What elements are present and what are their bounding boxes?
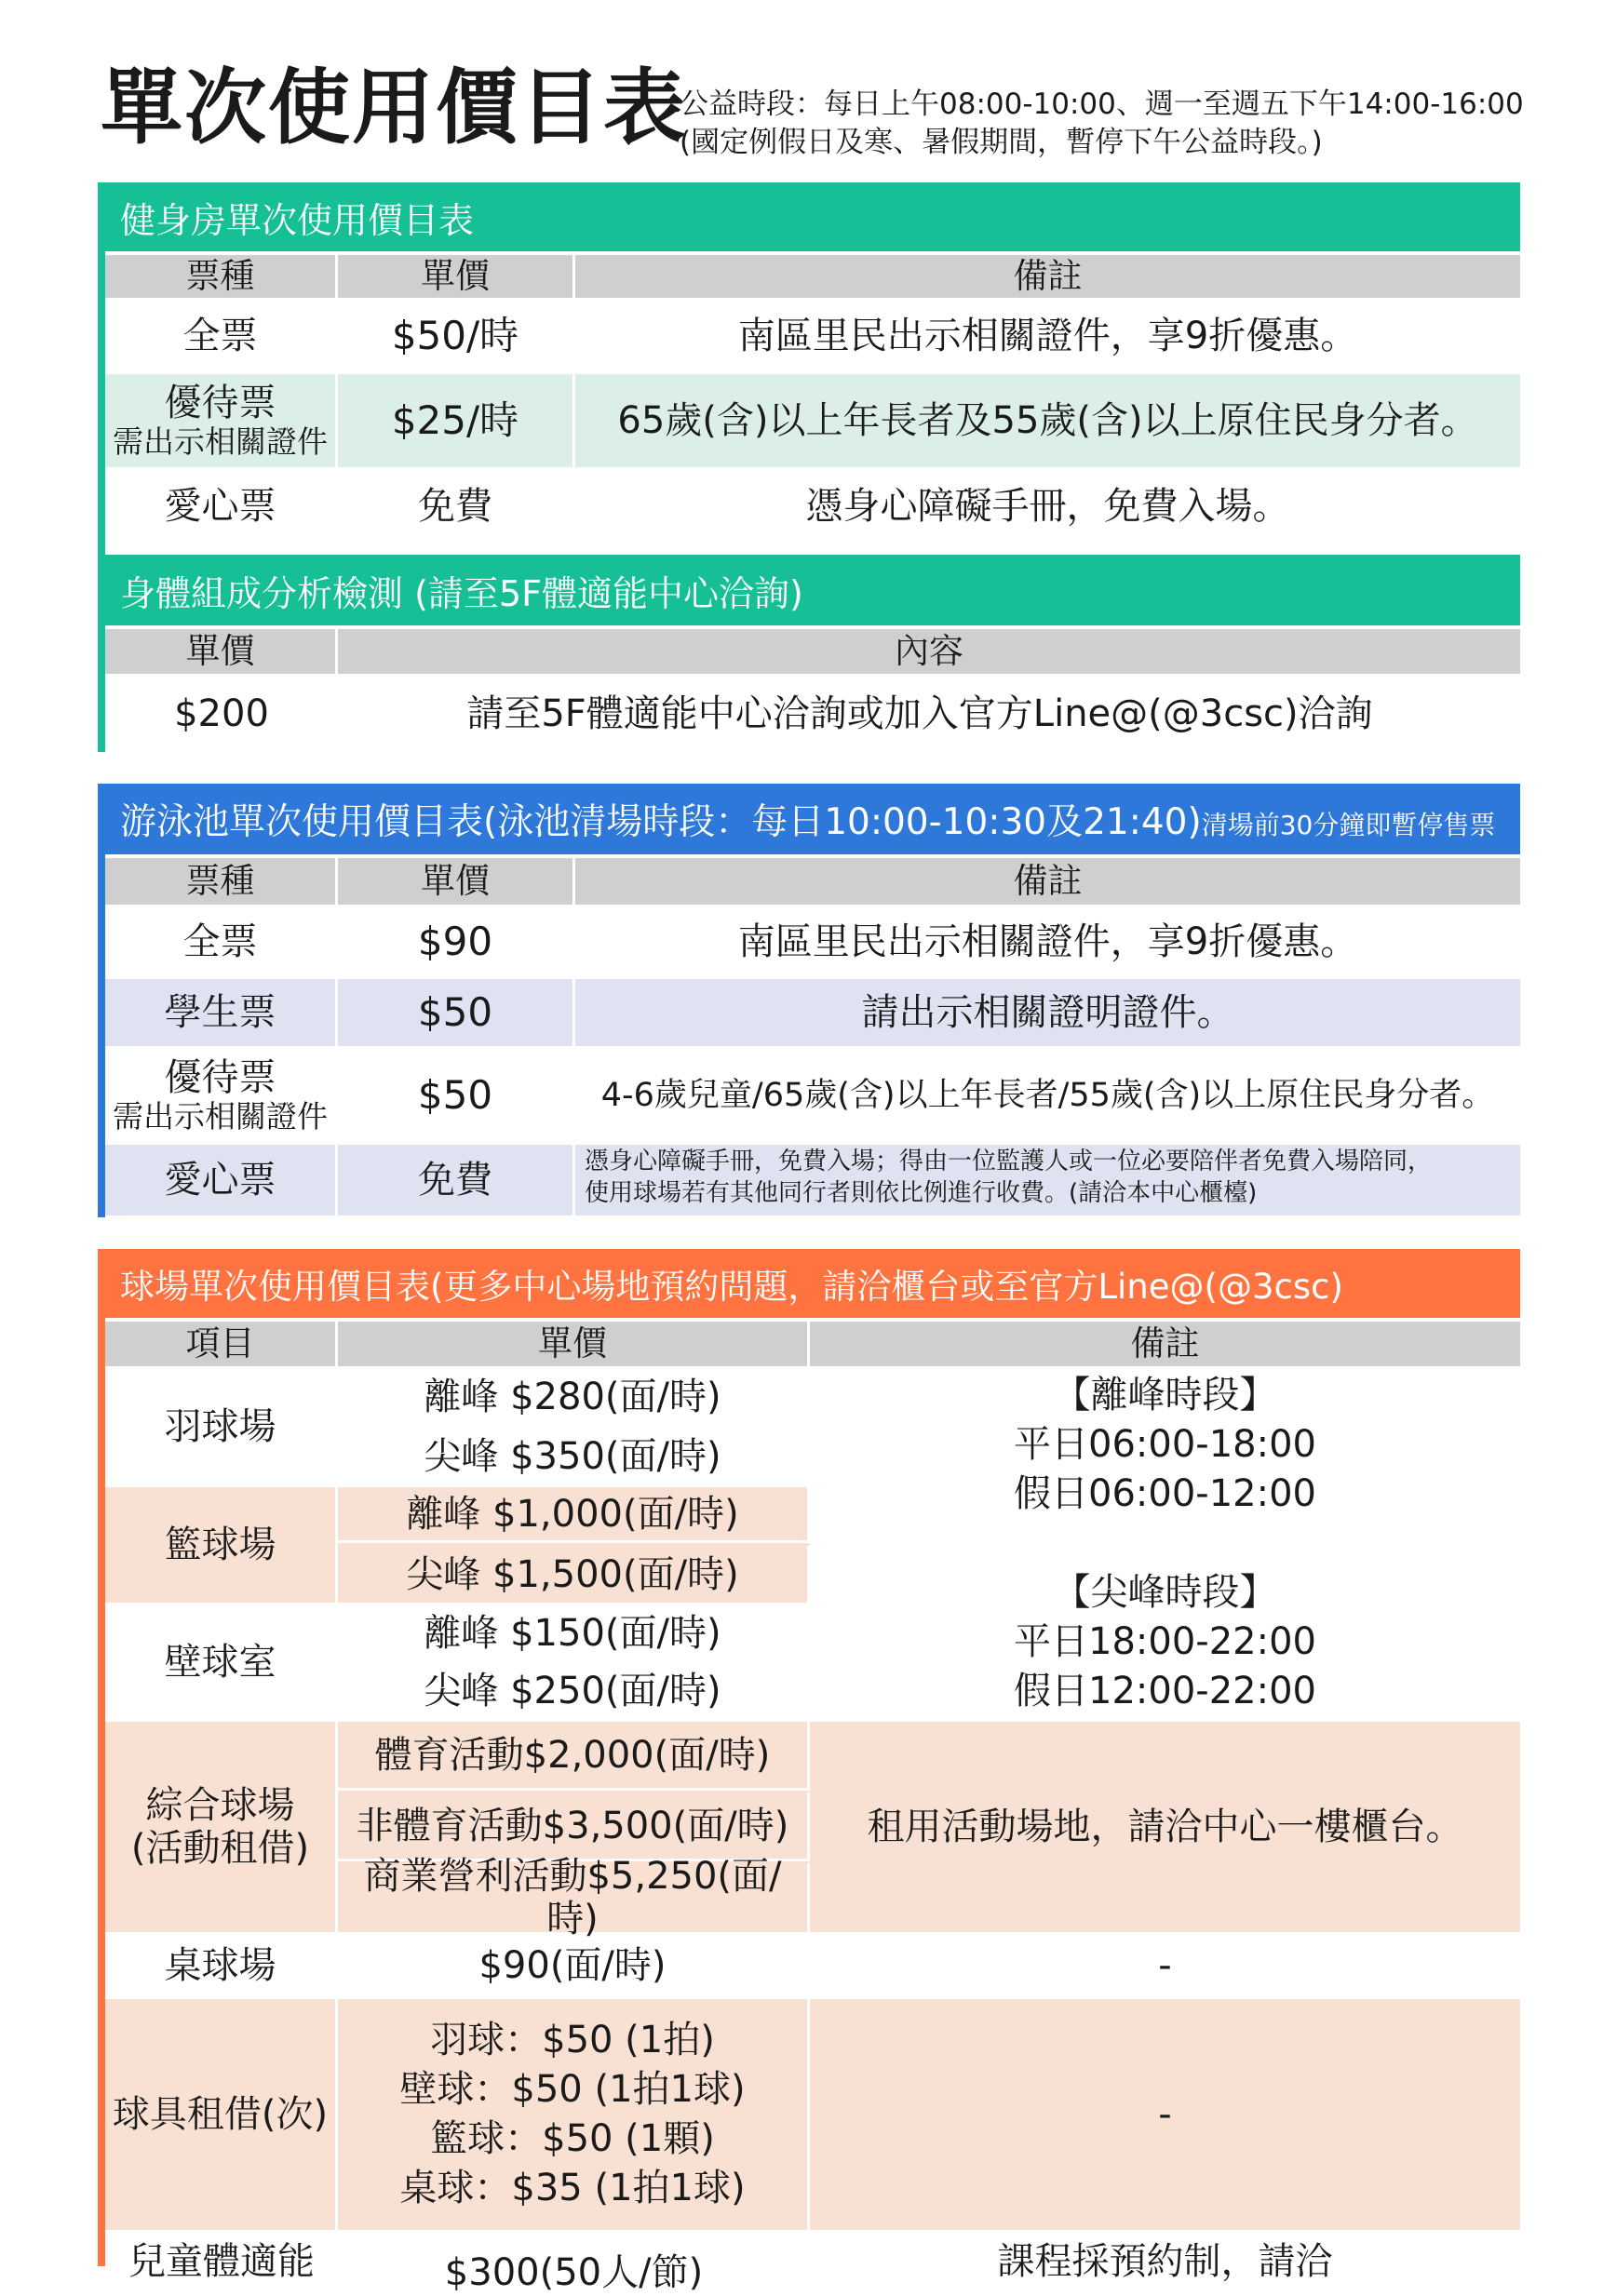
pool-row-type: 全票 [105,906,338,977]
gym-row-type: 愛心票 [105,469,338,544]
pool-title: 游泳池單次使用價目表(泳池清場時段：每日10:00-10:30及21:40) [120,801,1202,843]
gym-row-price: $25/時 [338,374,575,467]
body-test-title-bar: 身體組成分析檢測 (請至5F體適能中心洽詢) [98,555,1520,625]
court-price: $300(50人/節) [444,2251,704,2294]
court-header-item: 項目 [105,1322,338,1366]
court-item-label: (活動租借) [130,1827,310,1870]
court-price: 非體育活動$3,500(面/時) [338,1792,810,1861]
rental-price: 壁球：$50 (1拍1球) [399,2068,746,2111]
pool-row-type [105,1048,338,1143]
gym-accent-bar [98,182,105,752]
pool-title-small: 清場前30分鐘即暫停售票 [1201,810,1496,840]
court-price: 尖峰 $250(面/時) [338,1662,810,1720]
court-price: 尖峰 $350(面/時) [338,1428,810,1485]
court-price: 體育活動$2,000(面/時) [338,1722,810,1791]
peak-title: 【尖峰時段】 [1053,1571,1277,1614]
pool-row-price: $50 [338,979,575,1046]
note-line: 憑身心障礙手冊，免費入場；得由一位監護人或一位必要陪伴者免費入場陪同， [585,1148,1433,1175]
body-header-content: 內容 [338,629,1520,674]
gym-row-type: 全票 [105,300,338,372]
court-item-squash: 壁球室 [105,1605,338,1720]
note-line: 使用球場若有其他同行者則依比例進行收費。(請洽本中心櫃檯) [585,1178,1258,1207]
pool-row-price: $50 [338,1048,575,1143]
court-item-badminton: 羽球場 [105,1368,338,1485]
court-price: 尖峰 $1,500(面/時) [338,1546,810,1603]
pool-header-price: 單價 [338,858,575,905]
offpeak-weekday: 平日06:00-18:00 [1014,1423,1316,1466]
court-item-table-tennis: 桌球場 [105,1934,338,1997]
court-price: $90(面/時) [338,1934,810,1997]
court-multi-note: 租用活動場地，請洽中心一樓櫃台。 [867,1806,1463,1848]
court-header-note: 備註 [810,1322,1520,1366]
pool-row-type: 愛心票 [105,1145,338,1215]
peak-holiday: 假日12:00-22:00 [1014,1670,1316,1712]
ticket-type-sub: 需出示相關證件 [113,423,328,461]
gym-title-bar: 健身房單次使用價目表 [98,182,1520,251]
pool-row-note: 4-6歲兒童/65歲(含)以上年長者/55歲(含)以上原住民身分者。 [600,1076,1495,1114]
rental-price: 桌球：$35 (1拍1球) [399,2167,746,2209]
page-title: 單次使用價目表 [101,60,688,155]
body-price: $200 [174,692,269,735]
pool-row-note: 南區里民出示相關證件，享9折優惠。 [737,920,1358,963]
pool-row-price: $90 [338,906,575,977]
offpeak-title: 【離峰時段】 [1053,1374,1277,1417]
notice-line-1: 公益時段：每日上午08:00-10:00、週一至週五下午14:00-16:00 [680,87,1524,121]
court-accent-bar [98,1249,105,2266]
ticket-type-sub: 需出示相關證件 [113,1098,328,1135]
court-note: 課程採預約制，請洽 [997,2240,1333,2283]
offpeak-holiday: 假日06:00-12:00 [1014,1472,1316,1515]
rental-price: 籃球：$50 (1顆) [430,2117,715,2160]
gym-row-note: 南區里民出示相關證件，享9折優惠。 [737,315,1358,357]
peak-weekday: 平日18:00-22:00 [1014,1620,1316,1663]
gym-row-type [105,374,338,467]
pool-row-note [585,1147,1515,1214]
pool-row-price: 免費 [338,1145,575,1215]
court-item-basketball: 籃球場 [105,1487,338,1603]
gym-row-price: 免費 [338,469,575,544]
gym-header-price: 單價 [338,255,575,298]
court-price: 離峰 $1,000(面/時) [338,1487,810,1543]
ticket-type-label: 優待票 [164,1056,276,1100]
gym-header-type: 票種 [105,255,338,298]
court-price: 商業營利活動$5,250(面/時) [338,1863,810,1932]
court-item-rental: 球具租借(次) [105,1999,338,2230]
court-note: - [1158,2093,1172,2136]
pool-header-type: 票種 [105,858,338,905]
gym-header-note: 備註 [575,255,1520,298]
pool-row-type: 學生票 [105,979,338,1046]
body-header-price: 單價 [105,629,338,674]
pool-row-note: 請出示相關證明證件。 [861,991,1234,1034]
pool-title-bar [98,784,1520,854]
body-content: 請至5F體適能中心洽詢或加入官方Line@(@3csc)洽詢 [466,692,1373,735]
court-hours-note [810,1368,1520,1720]
notice-line-2: (國定例假日及寒、暑假期間，暫停下午公益時段。) [680,126,1323,159]
court-item-label: 綜合球場 [145,1784,295,1827]
rental-price-list [338,1999,810,2230]
court-item-kids: 兒童體適能 [128,2240,315,2283]
court-note: - [1158,1944,1172,1987]
gym-row-price: $50/時 [338,300,575,372]
court-item-multi [105,1722,338,1932]
court-price: 離峰 $150(面/時) [338,1605,810,1662]
court-price: 離峰 $280(面/時) [338,1368,810,1426]
pool-header-note: 備註 [575,858,1520,905]
court-title-bar: 球場單次使用價目表(更多中心場地預約問題，請洽櫃台或至官方Line@(@3csc) [98,1249,1520,1318]
court-header-price: 單價 [338,1322,810,1366]
rental-price: 羽球：$50 (1拍) [430,2019,715,2061]
ticket-type-label: 優待票 [164,382,276,425]
gym-row-note: 65歲(含)以上年長者及55歲(含)以上原住民身分者。 [617,399,1478,442]
gym-row-note: 憑身心障礙手冊，免費入場。 [805,485,1290,528]
